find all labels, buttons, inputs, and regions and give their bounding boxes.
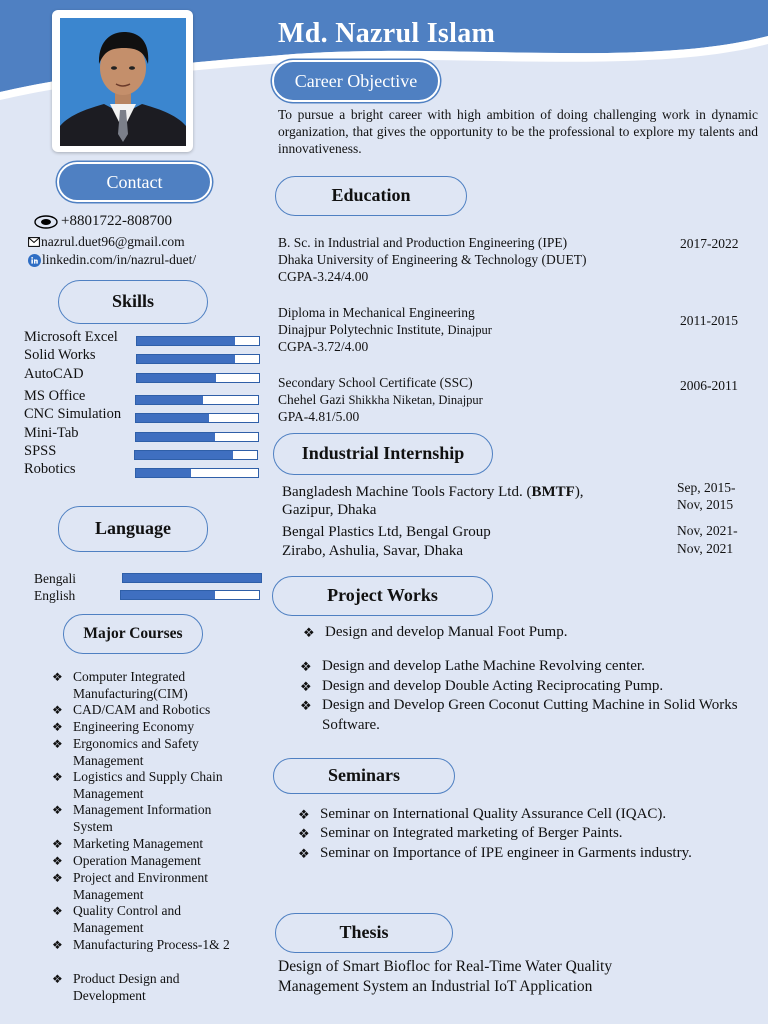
seminar-text: Seminar on Integrated marketing of Berger Paints. <box>320 825 623 841</box>
intern-1-org <box>282 483 584 502</box>
objective-text: To pursue a bright career with high ambition of doing challenging work in dynamic organization, that gives the opportunity to be the professional to explore my talents and innovativeness. <box>278 107 758 156</box>
profile-photo <box>60 18 186 146</box>
envelope-icon <box>28 237 40 247</box>
course-item <box>52 903 252 936</box>
portrait-illustration <box>60 18 186 146</box>
skill-label: AutoCAD <box>24 366 84 382</box>
course-text: Manufacturing Process-1& 2 <box>73 937 230 952</box>
skill-label: SPSS <box>24 443 57 459</box>
course-item <box>52 836 252 853</box>
major-courses-label: Major Courses <box>83 625 183 642</box>
project-text: Design and develop Lathe Machine Revolving center. <box>322 658 645 674</box>
intern-1-org-abbr: BMTF <box>531 484 575 500</box>
skill-bar <box>136 373 260 383</box>
skill-bar <box>135 432 259 442</box>
diamond-bullet-icon: ❖ <box>52 871 63 885</box>
skill-bar <box>136 354 260 364</box>
course-text: Operation Management <box>73 853 201 868</box>
edu-3-institution <box>278 391 483 409</box>
diamond-bullet-icon: ❖ <box>52 703 63 717</box>
thesis-label: Thesis <box>339 922 389 942</box>
edu-2-degree: Diploma in Mechanical Engineering <box>278 305 475 320</box>
seminar-text: Seminar on International Quality Assurance Cell (IQAC). <box>320 806 667 822</box>
skill-bar-fill <box>137 337 235 345</box>
skill-label: CNC Simulation <box>24 406 122 422</box>
linkedin-url[interactable]: linkedin.com/in/nazrul-duet/ <box>42 252 197 267</box>
diamond-bullet-icon: ❖ <box>300 679 312 694</box>
diamond-bullet-icon: ❖ <box>52 837 63 851</box>
skill-label: Solid Works <box>24 347 96 363</box>
thesis-line-2: Management System an Industrial IoT Application <box>278 978 593 995</box>
course-text: Logistics and Supply Chain Management <box>73 769 223 801</box>
intern-2-org: Bengal Plastics Ltd, Bengal Group <box>282 524 491 540</box>
contact-label: Contact <box>106 172 163 192</box>
seminar-item <box>298 805 748 825</box>
thesis-line-1: Design of Smart Biofloc for Real-Time Water Quality <box>278 958 613 975</box>
intern-2-date-start: Nov, 2021- <box>677 523 738 538</box>
skill-bar-fill <box>136 433 215 441</box>
edu-3-degree: Secondary School Certificate (SSC) <box>278 375 473 390</box>
skill-bar-fill <box>135 451 233 459</box>
intern-1-date-end: Nov, 2015 <box>677 497 734 512</box>
skill-bar-fill <box>137 355 235 363</box>
edu-1-result: CGPA-3.24/4.00 <box>278 269 369 284</box>
seminar-text: Seminar on Importance of IPE engineer in Garments industry. <box>320 845 692 861</box>
edu-3-institution-name: Chehel Gazi <box>278 392 346 407</box>
edu-2-institution-name: Dinajpur Polytechnic Institute, <box>278 322 445 337</box>
project-text: Design and Develop Green Coconut Cutting Machine in Solid Works Software. <box>322 697 738 733</box>
language-heading <box>58 506 208 552</box>
course-item <box>52 802 252 835</box>
course-text: CAD/CAM and Robotics <box>73 702 211 717</box>
edu-1-institution: Dhaka University of Engineering & Technology (DUET) <box>278 252 587 267</box>
phone-number: +8801722-808700 <box>61 213 172 229</box>
language-bar <box>122 573 262 583</box>
course-text: Engineering Economy <box>73 719 195 734</box>
language-bar-fill <box>123 574 261 582</box>
diamond-bullet-icon: ❖ <box>52 670 63 684</box>
language-bar-fill <box>121 591 215 599</box>
diamond-bullet-icon: ❖ <box>300 698 312 713</box>
language-bar <box>120 590 260 600</box>
seminars-heading <box>273 758 455 794</box>
course-item <box>52 971 252 1004</box>
skill-label: Mini-Tab <box>24 425 79 441</box>
diamond-bullet-icon: ❖ <box>52 904 63 918</box>
skill-label: Microsoft Excel <box>24 329 118 345</box>
skill-bar <box>135 395 259 405</box>
course-text: Product Design and Development <box>73 971 180 1003</box>
project-item <box>300 696 745 735</box>
language-label: Bengali <box>34 571 76 586</box>
education-label: Education <box>331 185 411 205</box>
projects-heading <box>272 576 493 616</box>
thesis-heading <box>275 913 453 953</box>
diamond-bullet-icon: ❖ <box>52 720 63 734</box>
course-text: Management Information System <box>73 802 212 834</box>
diamond-bullet-icon: ❖ <box>298 826 310 841</box>
project-text: Design and develop Double Acting Reciprocating Pump. <box>322 678 664 694</box>
course-item <box>52 870 252 903</box>
diamond-bullet-icon: ❖ <box>52 770 63 784</box>
phone-icon <box>34 215 58 229</box>
career-objective-heading <box>272 60 440 102</box>
course-item <box>52 669 252 702</box>
edu-1-degree: B. Sc. in Industrial and Production Engineering (IPE) <box>278 235 568 250</box>
skill-label: Robotics <box>24 461 76 477</box>
skill-bar-fill <box>136 469 191 477</box>
major-courses-heading <box>63 614 203 654</box>
candidate-name: Md. Nazrul Islam <box>278 18 496 49</box>
diamond-bullet-icon: ❖ <box>298 846 310 861</box>
diamond-bullet-icon: ❖ <box>52 737 63 751</box>
course-item <box>52 702 252 719</box>
course-text: Marketing Management <box>73 836 204 851</box>
skill-label: MS Office <box>24 388 86 404</box>
course-text: Computer Integrated Manufacturing(CIM) <box>73 669 188 701</box>
skill-bar-fill <box>136 396 203 404</box>
seminars-label: Seminars <box>328 765 400 785</box>
edu-3-years: 2006-2011 <box>680 378 738 393</box>
seminar-item <box>298 824 748 844</box>
diamond-bullet-icon: ❖ <box>52 938 63 952</box>
edu-3-result: GPA-4.81/5.00 <box>278 409 360 424</box>
email-address[interactable]: nazrul.duet96@gmail.com <box>41 234 185 249</box>
intern-2-location: Zirabo, Ashulia, Savar, Dhaka <box>282 543 464 559</box>
skill-bar <box>135 413 259 423</box>
course-item <box>52 937 252 954</box>
diamond-bullet-icon: ❖ <box>52 972 63 986</box>
intern-1-org-prefix: Bangladesh Machine Tools Factory Ltd. ( <box>282 484 532 500</box>
contact-linkedin <box>28 252 196 268</box>
intern-1-date-start: Sep, 2015- <box>677 480 736 495</box>
profile-photo-frame <box>52 10 193 152</box>
course-item <box>52 736 252 769</box>
course-item <box>52 769 252 802</box>
edu-2-result: CGPA-3.72/4.00 <box>278 339 369 354</box>
projects-label: Project Works <box>327 585 438 605</box>
course-item <box>52 853 252 870</box>
intern-1-location: Gazipur, Dhaka <box>282 502 377 518</box>
skill-bar <box>135 468 259 478</box>
intern-2-date-end: Nov, 2021 <box>677 541 734 556</box>
education-heading <box>275 176 467 216</box>
language-label: Language <box>94 518 172 538</box>
diamond-bullet-icon: ❖ <box>52 854 63 868</box>
seminar-item <box>298 844 718 864</box>
skill-bar-fill <box>137 374 216 382</box>
course-text: Quality Control and Management <box>73 903 181 935</box>
skill-bar <box>134 450 258 460</box>
project-item <box>303 623 753 643</box>
edu-2-location: Dinajpur <box>447 323 492 337</box>
edu-3-institution-rest: Shikkha Niketan, Dinajpur <box>348 393 483 407</box>
skill-bar-fill <box>136 414 209 422</box>
project-item <box>300 677 750 697</box>
course-item <box>52 719 252 736</box>
diamond-bullet-icon: ❖ <box>298 807 310 822</box>
diamond-bullet-icon: ❖ <box>300 659 312 674</box>
contact-heading <box>57 162 212 202</box>
edu-2-years: 2011-2015 <box>680 313 738 328</box>
language-label: English <box>34 588 76 603</box>
contact-phone <box>34 213 172 230</box>
skills-label: Skills <box>111 291 155 311</box>
edu-2-institution <box>278 321 492 339</box>
course-text: Ergonomics and Safety Management <box>73 736 199 768</box>
internship-heading <box>273 433 493 475</box>
diamond-bullet-icon: ❖ <box>303 625 315 640</box>
career-objective-label: Career Objective <box>294 71 418 91</box>
project-text: Design and develop Manual Foot Pump. <box>325 624 568 640</box>
diamond-bullet-icon: ❖ <box>52 803 63 817</box>
linkedin-icon <box>28 254 41 267</box>
intern-1-org-suffix: ), <box>574 484 584 500</box>
course-text: Project and Environment Management <box>73 870 208 902</box>
edu-1-years: 2017-2022 <box>680 236 739 251</box>
skill-bar <box>136 336 260 346</box>
skills-heading <box>58 280 208 324</box>
contact-email <box>28 234 185 250</box>
project-item <box>300 657 750 677</box>
internship-label: Industrial Internship <box>301 443 465 463</box>
